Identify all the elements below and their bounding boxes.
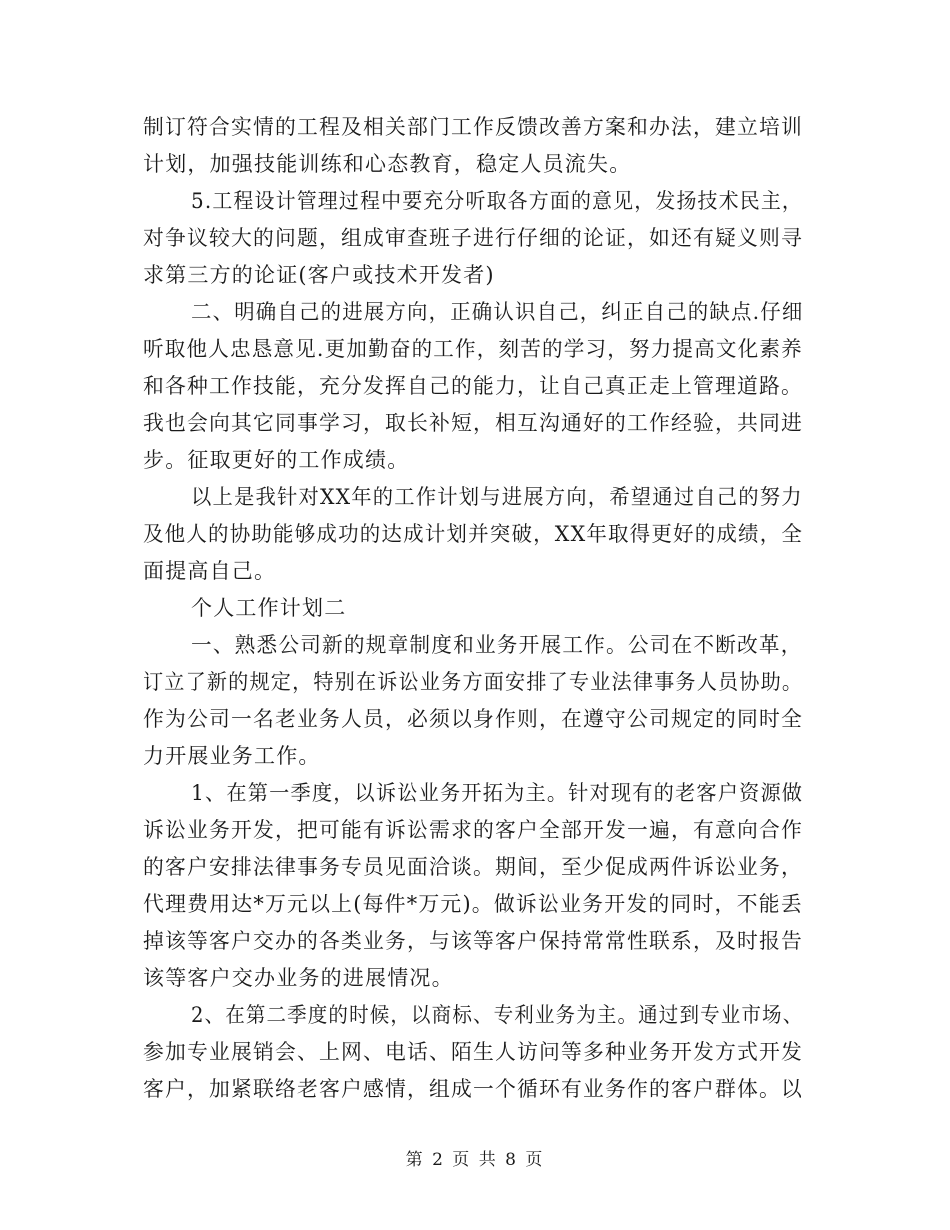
text-line: 客户，加紧联络老客户感情，组成一个循环有业务作的客户群体。以	[143, 1077, 804, 1101]
section-heading: 个人工作计划二	[191, 596, 347, 620]
text-line: 计划，加强技能训练和心态教育，稳定人员流失。	[143, 152, 632, 176]
text-line: 面提高自己。	[143, 559, 277, 583]
text-line: 参加专业展销会、上网、电话、陌生人访问等多种业务开发方式开发	[143, 1040, 804, 1064]
text-line: 听取他人忠恳意见.更加勤奋的工作，刻苦的学习，努力提高文化素养	[143, 337, 803, 361]
text-line: 及他人的协助能够成功的达成计划并突破，XX年取得更好的成绩，全	[143, 522, 804, 546]
text-line: 一、熟悉公司新的规章制度和业务开展工作。公司在不断改革，	[191, 633, 803, 657]
text-line: 订立了新的规定，特别在诉讼业务方面安排了专业法律事务人员协助。	[143, 670, 804, 694]
text-line: 以上是我针对XX年的工作计划与进展方向，希望通过自己的努力	[191, 485, 803, 509]
text-line: 5.工程设计管理过程中要充分听取各方面的意见，发扬技术民主，	[191, 189, 804, 213]
text-line: 掉该等客户交办的各类业务，与该等客户保持常常性联系，及时报告	[143, 929, 804, 953]
text-line: 作为公司一名老业务人员，必须以身作则，在遵守公司规定的同时全	[143, 707, 804, 731]
text-line: 步。征取更好的工作成绩。	[143, 448, 410, 472]
text-line: 求第三方的论证(客户或技术开发者)	[143, 263, 495, 287]
text-line: 该等客户交办业务的进展情况。	[143, 966, 454, 990]
text-line: 诉讼业务开发，把可能有诉讼需求的客户全部开发一遍，有意向合作	[143, 818, 804, 842]
text-line: 制订符合实情的工程及相关部门工作反馈改善方案和办法，建立培训	[143, 115, 804, 139]
text-line: 2、在第二季度的时候，以商标、专利业务为主。通过到专业市场、	[191, 1003, 804, 1027]
page-footer: 第 2 页 共 8 页	[405, 1150, 545, 1170]
text-line: 代理费用达*万元以上(每件*万元)。做诉讼业务开发的同时，不能丢	[143, 892, 803, 916]
text-line: 对争议较大的问题，组成审查班子进行仔细的论证，如还有疑义则寻	[143, 226, 804, 250]
text-line: 的客户安排法律事务专员见面洽谈。期间，至少促成两件诉讼业务，	[143, 855, 804, 879]
text-line: 1、在第一季度，以诉讼业务开拓为主。针对现有的老客户资源做	[191, 781, 804, 805]
text-line: 二、明确自己的进展方向，正确认识自己，纠正自己的缺点.仔细	[191, 300, 804, 324]
text-line: 力开展业务工作。	[143, 744, 321, 768]
text-line: 和各种工作技能，充分发挥自己的能力，让自己真正走上管理道路。	[143, 374, 804, 398]
text-line: 我也会向其它同事学习，取长补短，相互沟通好的工作经验，共同进	[143, 411, 804, 435]
